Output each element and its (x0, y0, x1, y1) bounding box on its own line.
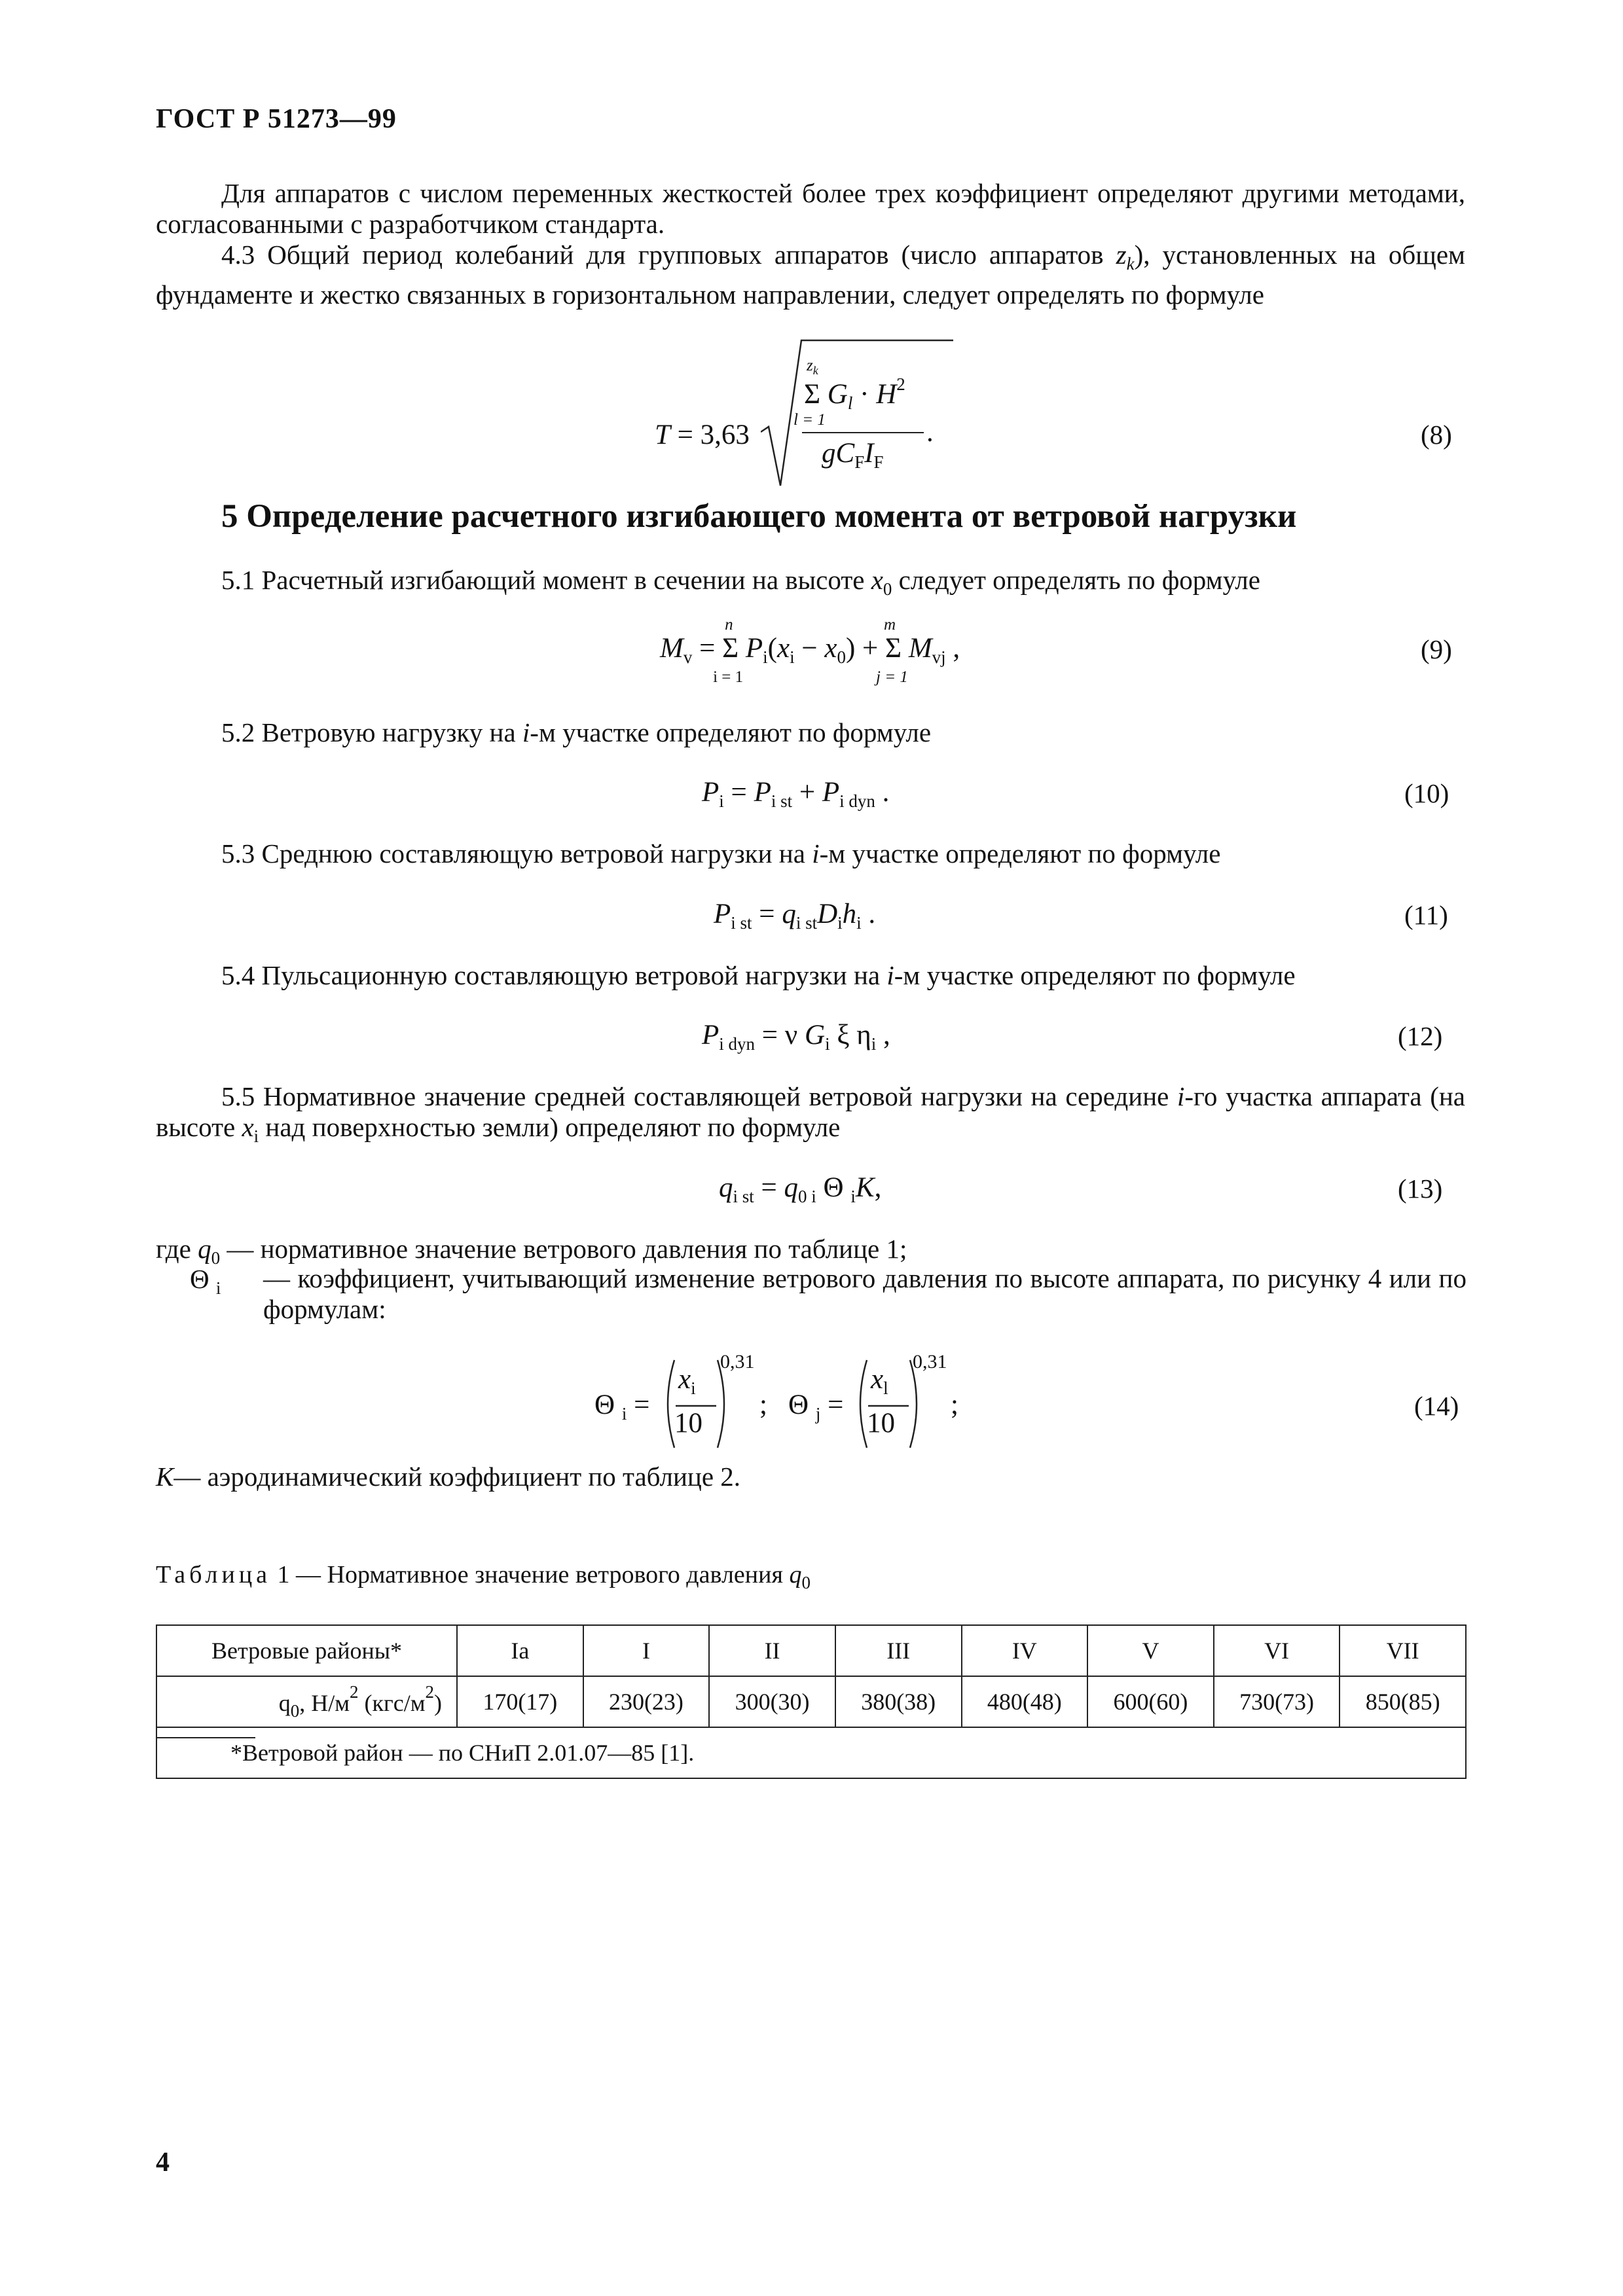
exponent-a: 0,31 (720, 1351, 755, 1372)
paragraph-5-1: 5.1 Расчетный изгибающий момент в сечении на высоте $x_0$ следует определять по формуле (221, 565, 1260, 599)
equation-number-11: (11) (1404, 900, 1448, 930)
paragraph-5-5: 5.5 Нормативное значение средней составляющей ветровой нагрузки на середине i-го участка аппарата (на высоте $x_i$ над поверхностью земли) определяют по формуле (156, 1081, 1466, 1146)
table-cell-value: 230(23) (583, 1676, 710, 1727)
x-i-numerator: $x_i$ (678, 1364, 696, 1398)
equation-number-9: (9) (1421, 634, 1452, 664)
table-cell-region: II (709, 1625, 835, 1676)
sum-bottom: l = 1 (793, 411, 826, 429)
table-1 (156, 1624, 1467, 1779)
formula-14-theta-i: Θ $_i$ = (594, 1390, 650, 1424)
table-header-row (156, 1625, 1466, 1676)
table-cell-value: 600(60) (1087, 1676, 1214, 1727)
table-row (156, 1676, 1466, 1727)
equation-number-14: (14) (1414, 1391, 1459, 1421)
table-1-caption: Таблица 1 — Нормативное значение ветрового давления $q_0$ (156, 1561, 811, 1592)
table-cell-value: 380(38) (835, 1676, 962, 1727)
table-cell-region: I (583, 1625, 710, 1676)
x-l-numerator: $x_l$ (871, 1364, 888, 1398)
formula-10: $P_i = P_{i st} + P_{i dyn}$ . (702, 777, 890, 811)
equation-number-13: (13) (1398, 1174, 1443, 1204)
where-k: K— аэродинамический коэффициент по таблице 2. (156, 1462, 741, 1492)
ten-denominator-a: 10 (674, 1408, 702, 1439)
formula-14-theta-j: Θ $_j$ = (788, 1390, 844, 1424)
table-cell-value: 850(85) (1340, 1676, 1466, 1727)
paragraph-4-3-end: ), установленных на общем фундаменте и жестко связанных в горизонтальном направлении, следует определять по формуле (156, 240, 1466, 310)
table-cell-region: VI (1214, 1625, 1340, 1676)
table-cell-value: 300(30) (709, 1676, 835, 1727)
table-footnote (156, 1727, 1466, 1778)
formula-8-denominator: $gC_FI_F$ (822, 438, 884, 472)
paragraph-4-3 (156, 240, 1465, 310)
var-z-sub: k (1126, 254, 1135, 274)
semicolon-b: ; (951, 1390, 958, 1420)
table-footnote-row (156, 1727, 1466, 1778)
ten-denominator-b: 10 (867, 1408, 895, 1439)
paragraph-5-2: 5.2 Ветровую нагрузку на i-м участке определяют по формуле (221, 717, 932, 747)
formula-11: $P_{i st} = q_{i st}D_ih_i$ . (714, 899, 876, 933)
footnote-text: *Ветровой район — по СНиП 2.01.07—85 [1]. (230, 1740, 695, 1766)
table-header-label: Ветровые районы* (156, 1625, 457, 1676)
paragraph-5-4: 5.4 Пульсационную составляющую ветровой нагрузки на i-м участке определяют по формуле (221, 960, 1296, 990)
var-z: z (1116, 240, 1127, 270)
fraction-bar-8 (802, 432, 924, 433)
equation-number-12: (12) (1398, 1021, 1443, 1051)
equation-number-10: (10) (1404, 778, 1450, 808)
document-header: ГОСТ Р 51273—99 (156, 104, 397, 134)
footnote-rule (157, 1737, 255, 1738)
table-cell-value: 170(17) (457, 1676, 583, 1727)
formula-12: $P_{i dyn} = \nu$ $G_i$ ξ $\eta_i$ , (702, 1020, 890, 1054)
paragraph-4-3-start: 4.3 Общий период колебаний для групповых аппаратов (число аппаратов (221, 240, 1116, 270)
table-cell-region: VII (1340, 1625, 1466, 1676)
section-5-title: 5 Определение расчетного изгибающего момента от ветровой нагрузки (221, 498, 1297, 535)
table-cell-region: IV (962, 1625, 1088, 1676)
semicolon-a: ; (759, 1390, 767, 1420)
paragraph-5-3: 5.3 Среднюю составляющую ветровой нагрузки на i-м участке определяют по формуле (221, 838, 1221, 869)
formula-9: $M_v = \Sigma$ n i = 1 $P_i(x_i - x_0) + \Sigma$ m j = 1 $M_{vj}$ , (660, 616, 960, 686)
table-cell-region: Ia (457, 1625, 583, 1676)
where-q0: где $q_0$ — нормативное значение ветрового давления по таблице 1; (156, 1234, 907, 1268)
paragraph-other-methods: Для аппаратов с числом переменных жесткостей более трех коэффициент определяют другими методами, согласованными с разработчиком стандарта. (156, 178, 1465, 239)
table-row-label: $q_0$, $Н/м^2$ $(кгс/м^2)$ (156, 1676, 457, 1727)
equation-number-8: (8) (1421, 420, 1452, 450)
sum-top: $z_k$ (807, 357, 818, 377)
table-cell-value: 730(73) (1214, 1676, 1340, 1727)
formula-8-dot: . (926, 417, 934, 448)
page-number: 4 (156, 2147, 170, 2178)
formula-8-lhs: T = 3,63 (655, 420, 750, 450)
exponent-b: 0,31 (913, 1351, 947, 1372)
formula-8-numerator: Σ $G_l \cdot H^2$ (804, 374, 905, 413)
formula-13: $q_{i st} = q_{0 i}$ Θ $_i$K, (719, 1172, 882, 1206)
table-cell-value: 480(48) (962, 1676, 1088, 1727)
table-cell-region: V (1087, 1625, 1214, 1676)
table-cell-region: III (835, 1625, 962, 1676)
